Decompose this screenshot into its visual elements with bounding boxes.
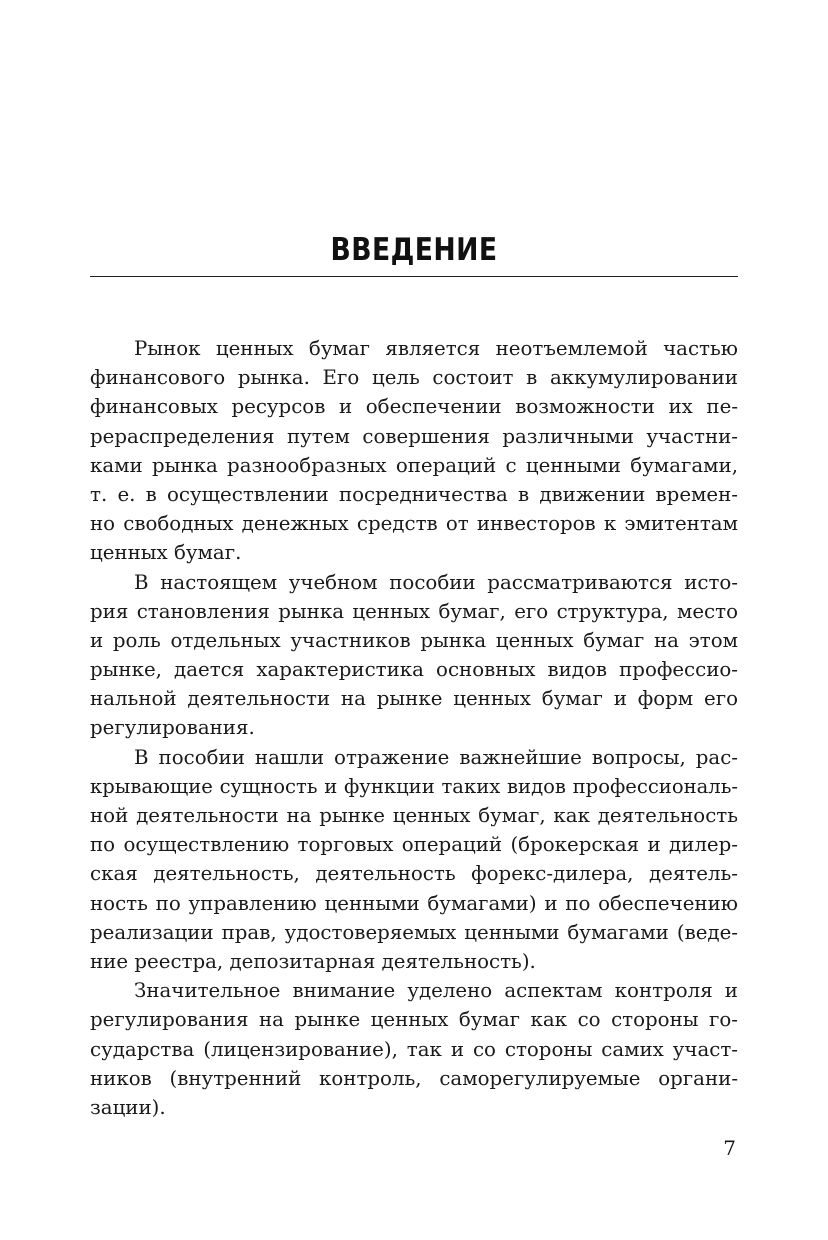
text-line: финансового рынка. Его цель состоит в аккумулировании [90, 366, 738, 390]
text-line: В настоящем учебном пособии рассматриваются исто- [134, 570, 738, 594]
text-line: но свободных денежных средств от инвесторов к эмитентам [90, 512, 738, 536]
introduction-text [90, 334, 738, 1122]
text-line: ников (внутренний контроль, саморегулируемые органи- [90, 1066, 738, 1090]
text-line: Значительное внимание уделено аспектам контроля и [134, 979, 738, 1003]
text-line: зации). [90, 1095, 166, 1119]
text-line: ность по управлению ценными бумагами) и по обеспечению [90, 891, 738, 915]
text-line: реализации прав, удостоверяемых ценными бумагами (веде- [90, 920, 738, 944]
text-line: ками рынка разнообразных операций с ценными бумагами, [90, 453, 738, 477]
text-line: сударства (лицензирование), так и со стороны самих участ- [90, 1037, 738, 1061]
text-line: по осуществлению торговых операций (брокерская и дилер- [90, 833, 738, 857]
text-line: ной деятельности на рынке ценных бумаг, как деятельность [90, 804, 738, 827]
text-line: крывающие сущность и функции таких видов профессиональ- [90, 774, 738, 798]
text-line: рераспределения путем совершения различными участни- [90, 424, 738, 448]
text-line: рынке, дается характеристика основных видов профессио- [90, 658, 738, 682]
text-line: рия становления рынка ценных бумаг, его структура, место [90, 599, 738, 623]
text-line: т. е. в осуществлении посредничества в движении времен- [90, 482, 738, 506]
text-line: В пособии нашли отражение важнейшие вопросы, рас- [134, 745, 738, 769]
text-line: финансовых ресурсов и обеспечении возможности их пе- [90, 395, 738, 419]
text-line: регулирования. [90, 716, 255, 740]
title-underline [90, 276, 738, 277]
text-line: нальной деятельности на рынке ценных бумаг и форм его [90, 687, 738, 711]
text-line: ценных бумаг. [90, 541, 242, 565]
text-line: ние реестра, депозитарная деятельность). [90, 949, 536, 973]
page-number: 7 [723, 1136, 736, 1160]
text-line: ская деятельность, деятельность форекс-дилера, деятель- [90, 862, 738, 886]
text-line: регулирования на рынке ценных бумаг как со стороны го- [90, 1008, 738, 1032]
chapter-title: ВВЕДЕНИЕ [330, 232, 498, 268]
text-line: и роль отдельных участников рынка ценных бумаг на этом [90, 628, 738, 652]
text-line: Рынок ценных бумаг является неотъемлемой частью [134, 337, 738, 360]
